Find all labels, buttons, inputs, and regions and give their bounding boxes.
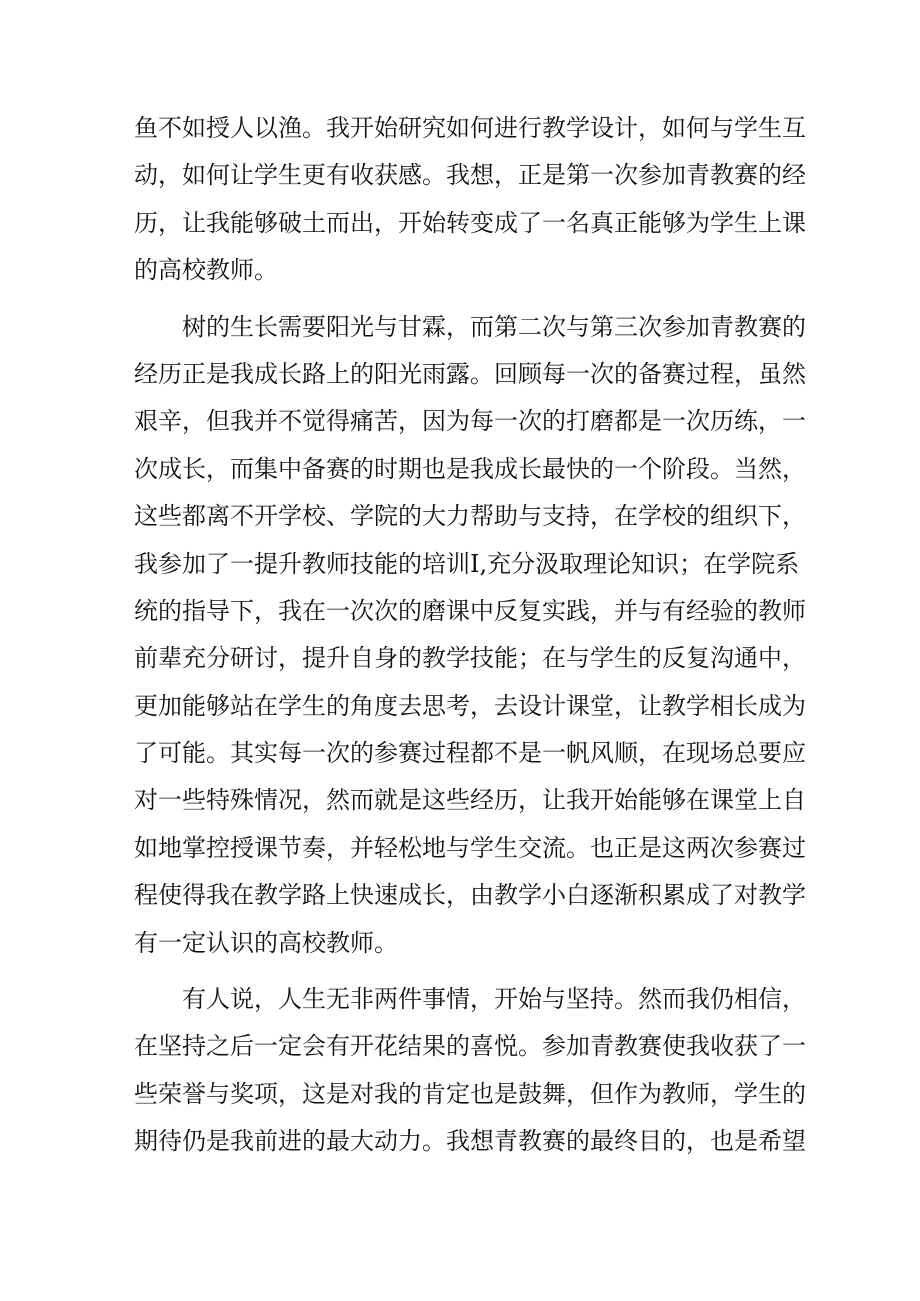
paragraph-1: [134, 105, 806, 295]
text-line: 历，让我能够破土而出，开始转变成了一名真正能够为学生上课: [134, 208, 806, 237]
text-line: 次成长，而集中备赛的时期也是我成长最快的一个阶段。当然，: [134, 454, 806, 483]
text-line: 经历正是我成长路上的阳光雨露。回顾每一次的备赛过程，虽然: [134, 359, 806, 388]
text-line: 有一定认识的高校教师。: [134, 928, 398, 957]
text-line: 树的生长需要阳光与甘霖，而第二次与第三次参加青教赛的: [182, 312, 806, 341]
text-line: 有人说，人生无非两件事情，开始与坚持。然而我仍相信，: [182, 985, 806, 1014]
text-line: 统的指导下，我在一次次的磨课中反复实践，并与有经验的教师: [134, 596, 806, 625]
text-line: 对一些特殊情况，然而就是这些经历，让我开始能够在课堂上自: [134, 786, 806, 815]
text-line: 我参加了一提升教师技能的培训I,充分汲取理论知识；在学院系: [134, 549, 800, 578]
paragraph-3: [134, 976, 806, 1166]
paragraph-gap: [134, 295, 794, 304]
text-line: 这些都离不开学校、学院的大力帮助与支持，在学校的组织下，: [134, 502, 806, 531]
text-line: 程使得我在教学路上快速成长，由教学小白逐渐积累成了对教学: [134, 881, 806, 910]
text-line: 前辈充分研讨，提升自身的教学技能；在与学生的反复沟通中，: [134, 644, 806, 673]
text-line: 更加能够站在学生的角度去思考，去设计课堂，让教学相长成为: [134, 691, 806, 720]
text-line: 了可能。其实每一次的参赛过程都不是一帆风顺，在现场总要应: [134, 739, 806, 768]
text-line: 些荣誉与奖项，这是对我的肯定也是鼓舞，但作为教师，学生的: [134, 1079, 806, 1108]
text-line: 鱼不如授人以渔。我开始研究如何进行教学设计，如何与学生互: [134, 114, 806, 142]
body-text: [134, 105, 806, 1166]
paragraph-2: [134, 304, 806, 967]
text-line: 在坚持之后一定会有开花结果的喜悦。参加青教赛使我收获了一: [134, 1032, 806, 1061]
paragraph-gap: [134, 967, 794, 976]
text-line: 艰辛，但我并不觉得痛苦，因为每一次的打磨都是一次历练，一: [134, 407, 806, 436]
text-line: 的高校教师。: [134, 256, 278, 285]
text-line: 动，如何让学生更有收获感。我想，正是第一次参加青教赛的经: [134, 161, 806, 190]
text-line: 期待仍是我前进的最大动力。我想青教赛的最终目的，也是希望: [134, 1127, 806, 1156]
text-line: 如地掌控授课节奏，并轻松地与学生交流。也正是这两次参赛过: [134, 833, 806, 862]
